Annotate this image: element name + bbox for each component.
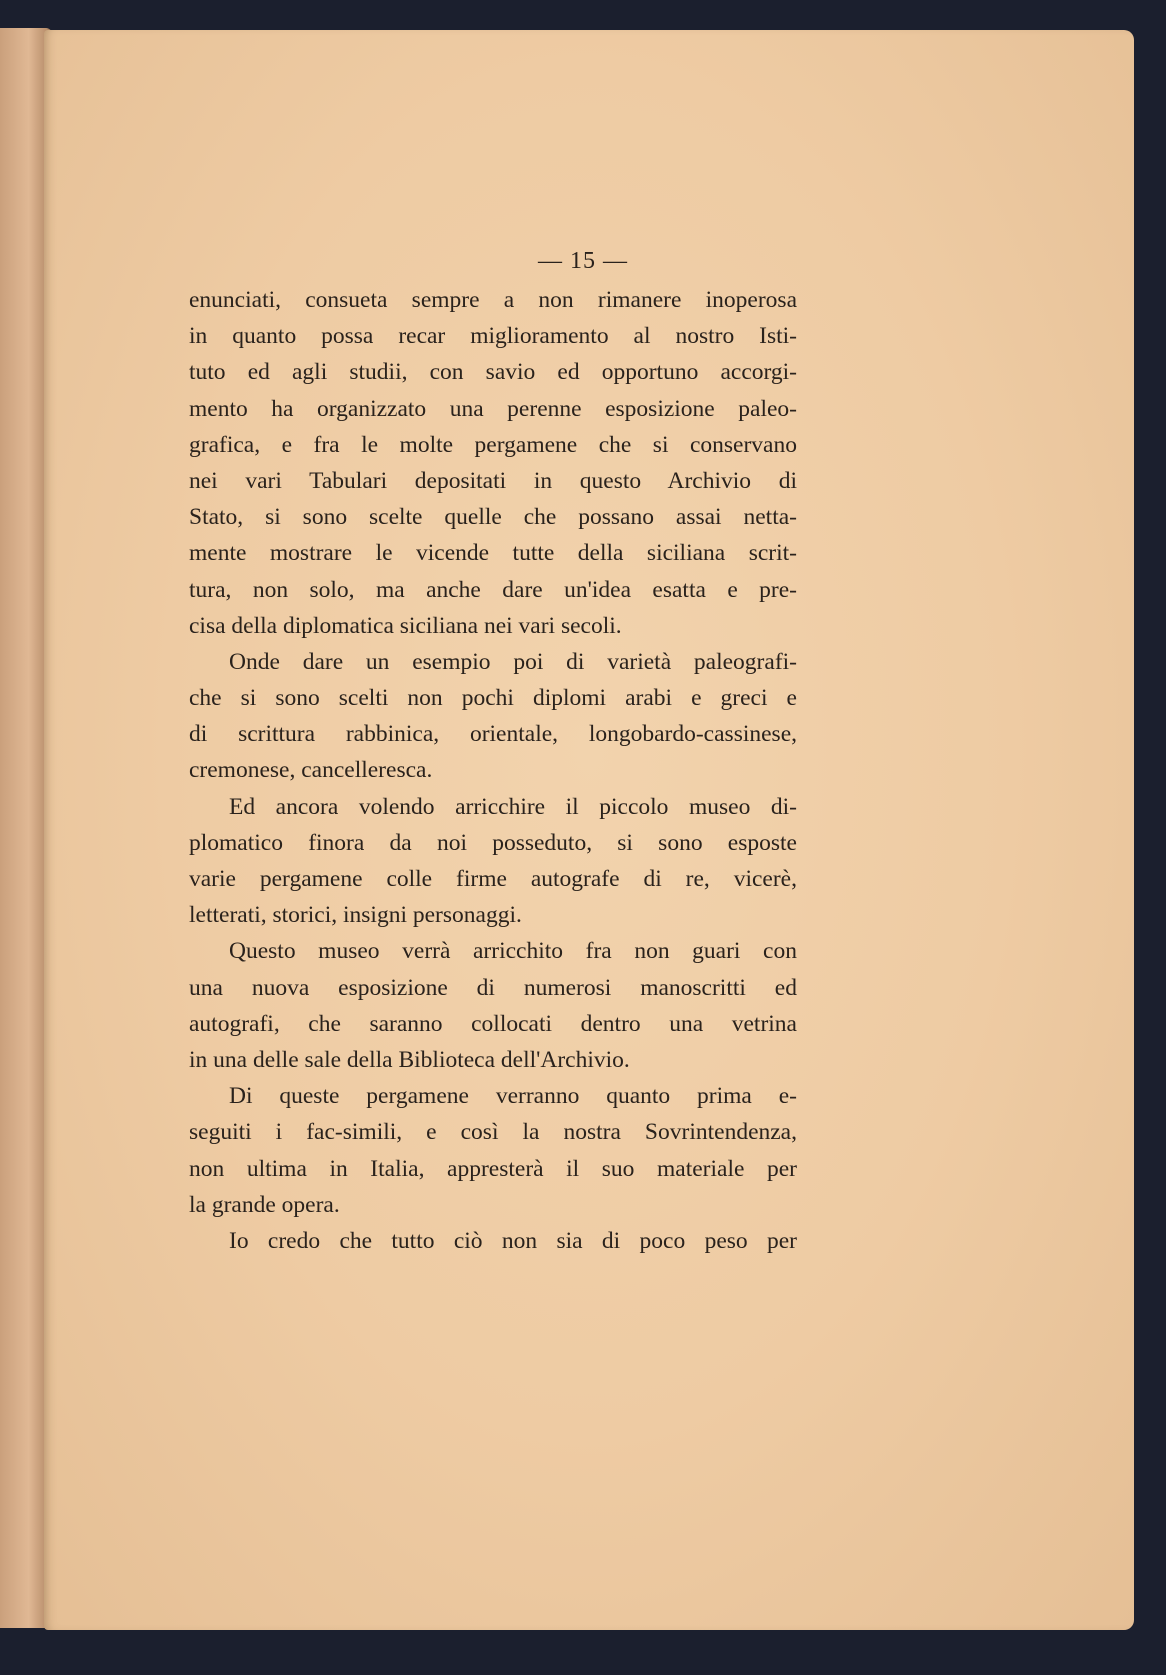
text-line: in quanto possa recar miglioramento al nostro Isti- xyxy=(189,323,797,350)
text-line: cremonese, cancelleresca. xyxy=(189,757,433,784)
text-line: Di queste pergamene verranno quanto prima e- xyxy=(229,1083,797,1110)
text-line: autografi, che saranno collocati dentro una vetrina xyxy=(189,1010,797,1037)
text-line: nei vari Tabulari depositati in questo Archivio di xyxy=(189,467,797,494)
page-number: — 15 — xyxy=(538,248,628,274)
text-line: Onde dare un esempio poi di varietà paleografi- xyxy=(229,648,797,675)
text-line: grafica, e fra le molte pergamene che si conservano xyxy=(189,431,797,458)
body-text xyxy=(189,282,797,1259)
text-line: non ultima in Italia, appresterà il suo materiale per xyxy=(189,1155,797,1182)
text-line: in una delle sale della Biblioteca dell'Archivio. xyxy=(189,1046,630,1073)
text-line: tura, non solo, ma anche dare un'idea esatta e pre- xyxy=(189,576,797,603)
text-line: cisa della diplomatica siciliana nei vari secoli. xyxy=(189,612,622,639)
text-line: Stato, si sono scelte quelle che possano assai netta- xyxy=(189,504,797,531)
text-line: letterati, storici, insigni personaggi. xyxy=(189,902,522,929)
text-line: varie pergamene colle firme autografe di re, vicerè, xyxy=(189,866,797,892)
text-line: Io credo che tutto ciò non sia di poco peso per xyxy=(229,1227,797,1254)
text-line: plomatico finora da noi posseduto, si sono esposte xyxy=(189,829,797,856)
text-line: enunciati, consueta sempre a non rimanere inoperosa xyxy=(189,287,797,313)
text-line: la grande opera. xyxy=(189,1191,340,1218)
text-line: una nuova esposizione di numerosi manoscritti ed xyxy=(189,974,797,1001)
text-line: Ed ancora volendo arricchire il piccolo museo di- xyxy=(229,793,797,820)
text-line: mente mostrare le vicende tutte della siciliana scrit- xyxy=(189,540,797,567)
text-line: Questo museo verrà arricchito fra non guari con xyxy=(229,938,797,965)
text-line: mento ha organizzato una perenne esposizione paleo- xyxy=(189,395,797,422)
text-line: seguiti i fac-simili, e così la nostra Sovrintendenza, xyxy=(189,1119,797,1146)
text-line: di scrittura rabbinica, orientale, longobardo-cassinese, xyxy=(189,721,797,748)
text-line: tuto ed agli studii, con savio ed opportuno accorgi- xyxy=(189,359,797,386)
text-line: che si sono scelti non pochi diplomi arabi e greci e xyxy=(189,685,797,712)
